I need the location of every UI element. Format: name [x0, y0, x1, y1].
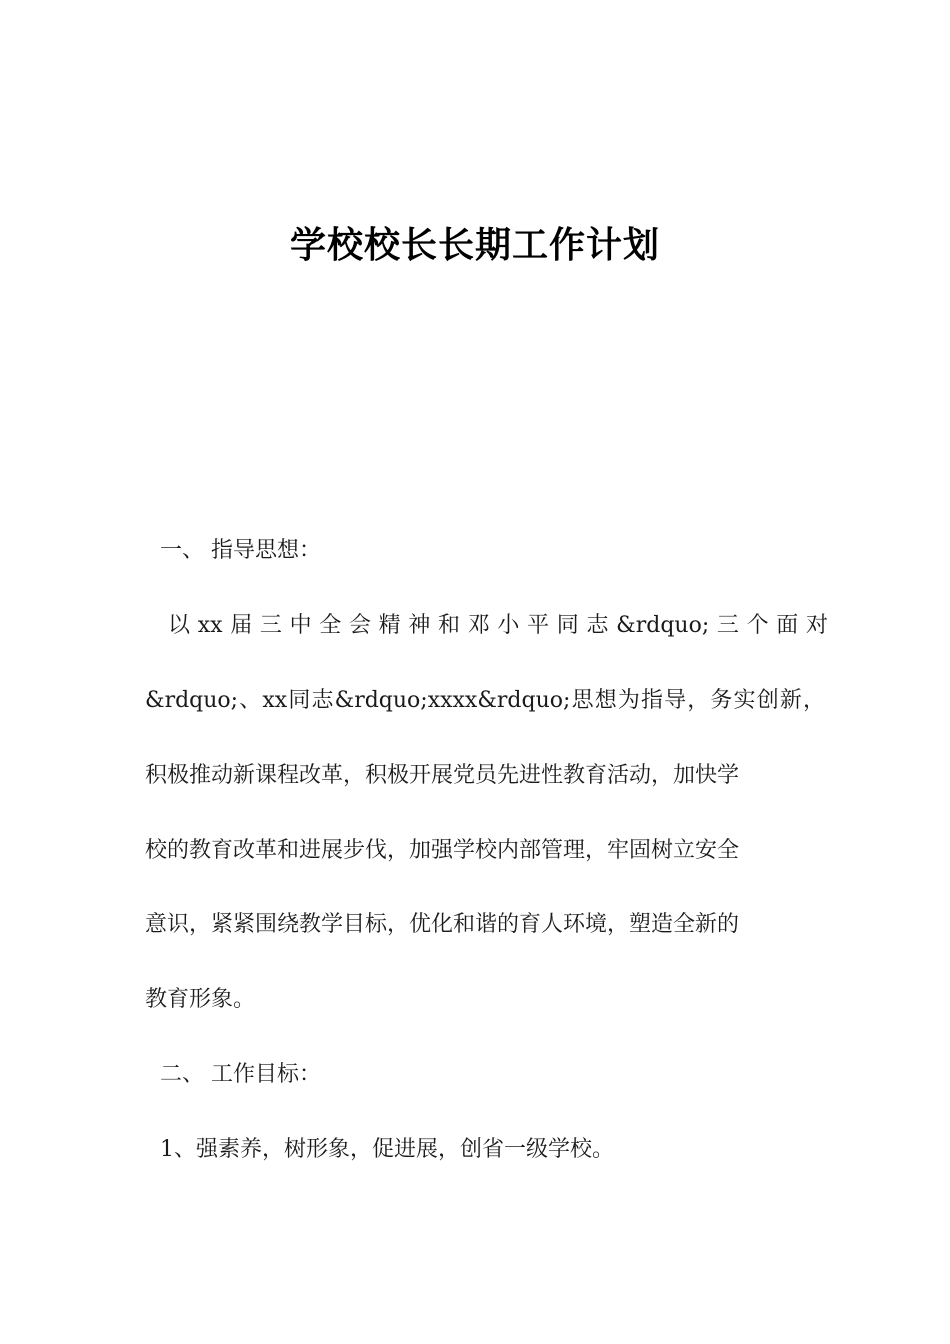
paragraph-line: 校的教育改革和进展步伐，加强学校内部管理，牢固树立安全 [145, 838, 740, 863]
paragraph-line: 以xx届三中全会精神和邓小平同志&rdquo;三个面对 [168, 613, 828, 638]
paragraph-line: 积极推动新课程改革，积极开展党员先进性教育活动，加快学 [145, 763, 740, 788]
paragraph-line: 教育形象。 [145, 987, 256, 1012]
document-title: 学校校长长期工作计划 [289, 225, 660, 266]
paragraph-line: &rdquo;、xx同志&rdquo;xxxx&rdquo;思想为指导，务实创新， [145, 688, 825, 713]
goal-item: 1、强素养，树形象，促进展，创省一级学校。 [160, 1137, 614, 1162]
section-heading-guiding-thought: 一、 指导思想： [160, 538, 321, 563]
paragraph-line: 意识，紧紧围绕教学目标，优化和谐的育人环境，塑造全新的 [145, 912, 740, 937]
section-heading-work-goals: 二、 工作目标： [160, 1062, 321, 1087]
